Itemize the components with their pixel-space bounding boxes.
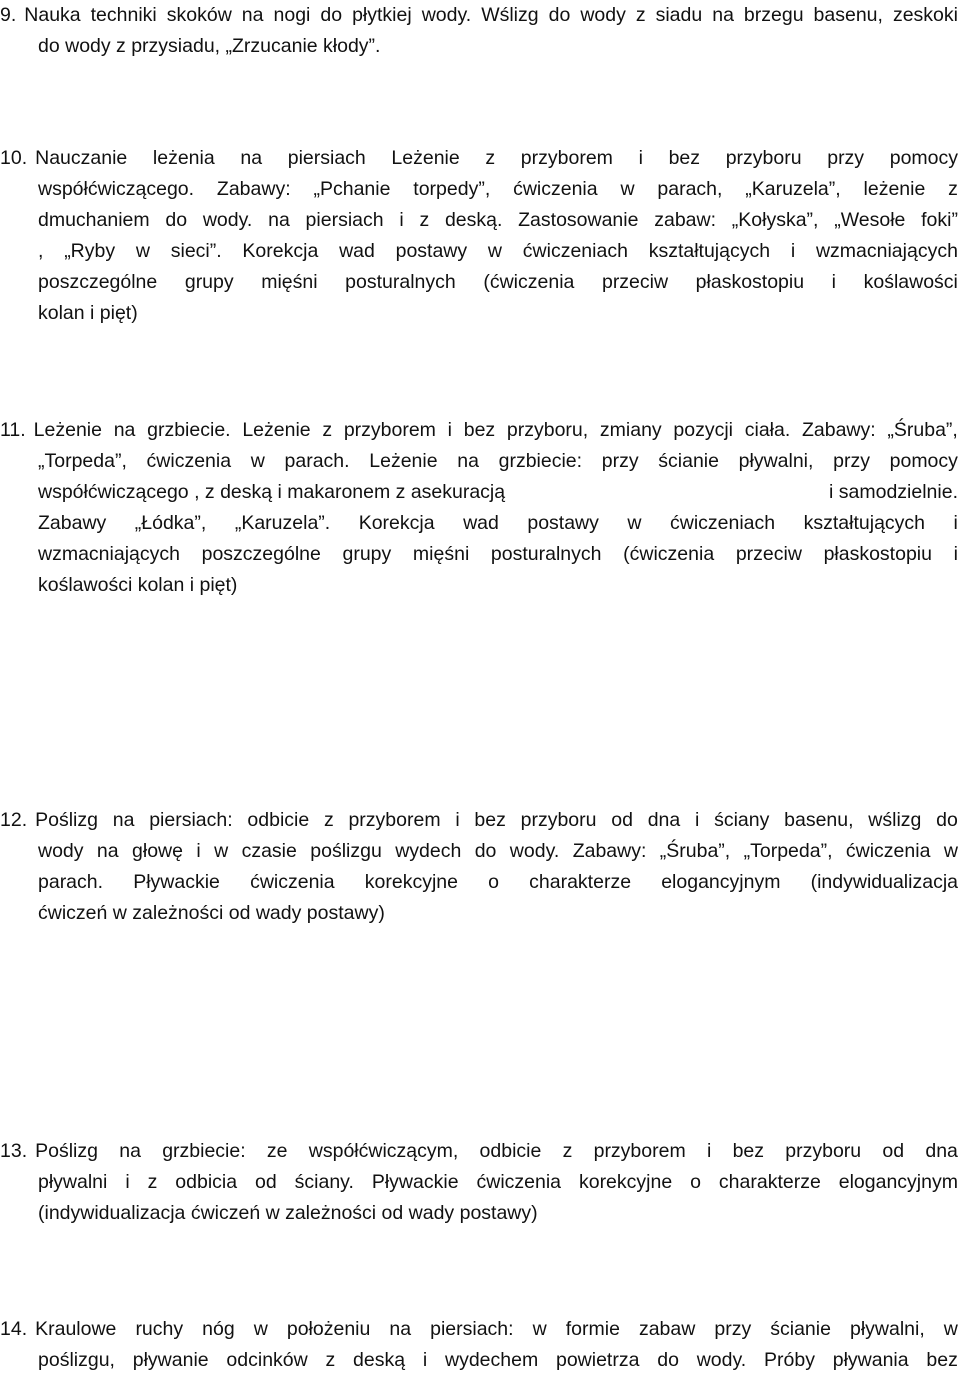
list-item-14 (0, 1314, 960, 1376)
item-11-text-2: „Torpeda”, ćwiczenia w parach. Leżenie na grzbiecie: przy ścianie pływalni, przy pomocy (38, 450, 958, 472)
item-10-text-3: dmuchaniem do wody. na piersiach i z deską. Zastosowanie zabaw: „Kołyska”, „Wesołe foki” (38, 209, 958, 231)
list-item-12 (0, 805, 960, 929)
item-12-line-4 (0, 898, 960, 929)
item-13-text-3: (indywidualizacja ćwiczeń w zależności od wady postawy) (38, 1202, 538, 1224)
item-number: 14. (0, 1318, 28, 1340)
item-12-text-2: wody na głowę i w czasie poślizgu wydech do wody. Zabawy: „Śruba”, „Torpeda”, ćwiczenia w (38, 840, 958, 862)
item-14-text-2: poślizgu, pływanie odcinków z deską i wydechem powietrza do wody. Próby pływania bez (38, 1349, 958, 1371)
item-number: 11. (0, 419, 26, 441)
item-10-text-1: Nauczanie leżenia na piersiach Leżenie z przyborem i bez przyboru przy pomocy (35, 147, 958, 169)
item-10-text-2: współćwiczącego. Zabawy: „Pchanie torpedy”, ćwiczenia w parach, „Karuzela”, leżenie z (38, 178, 958, 200)
item-12-text-4: ćwiczeń w zależności od wady postawy) (38, 902, 385, 924)
item-11-line-1 (0, 415, 960, 446)
item-13-line-1 (0, 1136, 960, 1167)
item-number: 10. (0, 147, 28, 169)
item-14-line-1 (0, 1314, 960, 1345)
item-14-text-1: Kraulowe ruchy nóg w położeniu na piersiach: w formie zabaw przy ścianie pływalni, w (35, 1318, 958, 1340)
item-11-line-5 (0, 539, 960, 570)
item-13-text-2: pływalni i z odbicia od ściany. Pływackie ćwiczenia korekcyjne o charakterze elogancyjnym (38, 1171, 958, 1193)
item-12-text-3: parach. Pływackie ćwiczenia korekcyjne o charakterze elogancyjnym (indywidualizacja (38, 871, 958, 893)
item-10-line-5 (0, 267, 960, 298)
item-11-line-6 (0, 570, 960, 601)
item-11-text-6: koślawości kolan i pięt) (38, 574, 238, 596)
item-12-text-1: Poślizg na piersiach: odbicie z przyborem i bez przyboru od dna i ściany basenu, wślizg do (35, 809, 958, 831)
item-11-text-4: Zabawy „Łódka”, „Karuzela”. Korekcja wad postawy w ćwiczeniach kształtujących i (38, 512, 958, 534)
list-item-13 (0, 1136, 960, 1229)
list-item-11 (0, 415, 960, 601)
item-10-line-6 (0, 298, 960, 329)
item-13-line-3 (0, 1198, 960, 1229)
item-number: 12. (0, 809, 28, 831)
item-9-line-1 (0, 0, 960, 31)
item-11-line-4 (0, 508, 960, 539)
item-10-line-4 (0, 236, 960, 267)
item-number: 13. (0, 1140, 28, 1162)
item-10-line-3 (0, 205, 960, 236)
list-item-9 (0, 0, 960, 62)
item-10-text-6: kolan i pięt) (38, 302, 138, 324)
list-item-10 (0, 143, 960, 329)
item-12-line-1 (0, 805, 960, 836)
item-13-text-1: Poślizg na grzbiecie: ze współćwiczącym, odbicie z przyborem i bez przyboru od dna (35, 1140, 958, 1162)
item-10-text-5: poszczególne grupy mięśni posturalnych (ćwiczenia przeciw płaskostopiu i koślawości (38, 271, 958, 293)
item-10-line-2 (0, 174, 960, 205)
item-number: 9. (0, 4, 17, 26)
item-12-line-2 (0, 836, 960, 867)
item-10-text-4: , „Ryby w sieci”. Korekcja wad postawy w ćwiczeniach kształtujących i wzmacniających (38, 240, 958, 262)
item-11-text-3b: i samodzielnie. (829, 481, 958, 503)
item-9-text-1: Nauka techniki skoków na nogi do płytkiej wody. Wślizg do wody z siadu na brzegu basenu, zeskoki (24, 4, 958, 26)
item-10-line-1 (0, 143, 960, 174)
item-14-line-2 (0, 1345, 960, 1376)
item-9-text-2: do wody z przysiadu, „Zrzucanie kłody”. (38, 35, 381, 57)
item-11-text-5: wzmacniających poszczególne grupy mięśni posturalnych (ćwiczenia przeciw płaskostopiu i (38, 543, 958, 565)
item-9-line-2 (0, 31, 960, 62)
item-11-line-3 (0, 477, 960, 508)
item-13-line-2 (0, 1167, 960, 1198)
item-11-line-2 (0, 446, 960, 477)
item-11-text-3a: współćwiczącego , z deską i makaronem z asekuracją (38, 481, 506, 503)
item-11-text-1: Leżenie na grzbiecie. Leżenie z przyborem i bez przyboru, zmiany pozycji ciała. Zabawy: „Śruba”, (33, 419, 958, 441)
item-12-line-3 (0, 867, 960, 898)
